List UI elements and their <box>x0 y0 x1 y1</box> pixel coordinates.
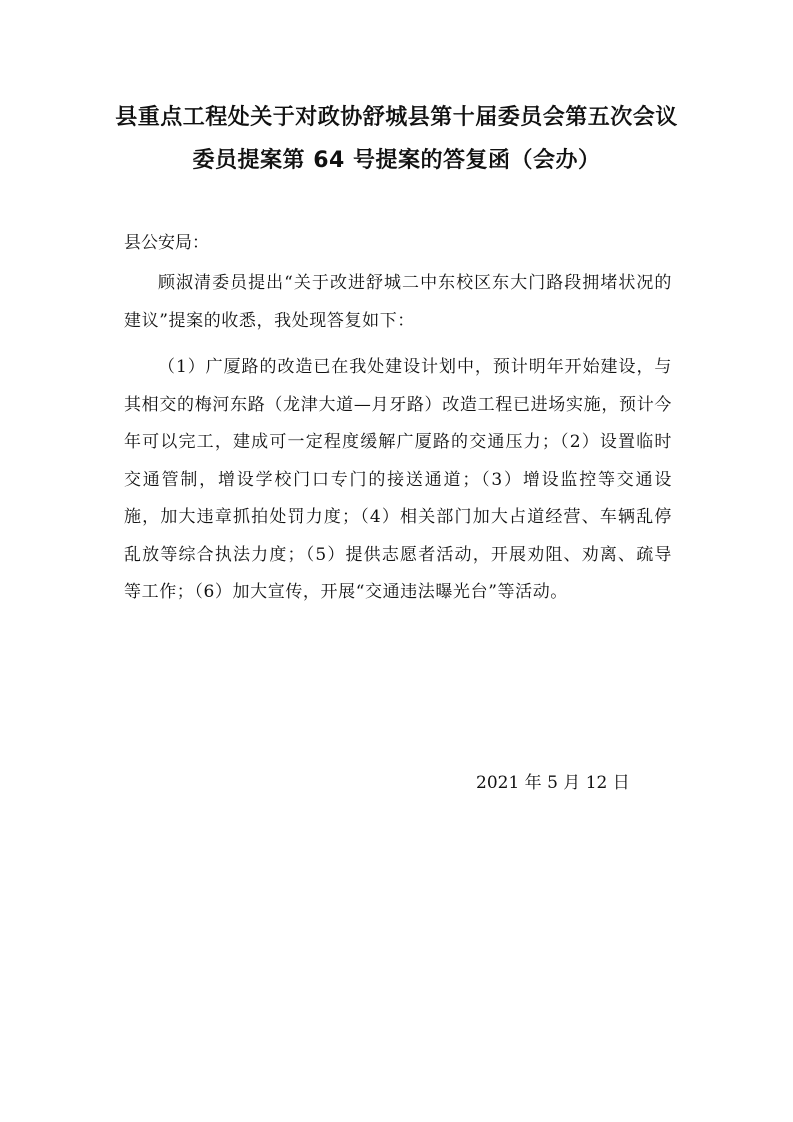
document-date: 2021 年 5 月 12 日 <box>476 773 630 793</box>
paragraph-intro: 顾淑清委员提出“关于改进舒城二中东校区东大门路段拥堵状况的建议”提案的收悉，我处现答复如下： <box>124 273 672 331</box>
document-title-line-2: 委员提案第 64 号提案的答复函（会办） <box>192 148 601 173</box>
paragraph-measures: （1）广厦路的改造已在我处建设计划中，预计明年开始建设，与其相交的梅河东路（龙津大道—月牙路）改造工程已进场实施，预计今年可以完工，建成可一定程度缓解广厦路的交通压力；（2）设置临时交通管制，增设学校门口专门的接送通道；（3）增设监控等交通设施，加大违章抓拍处罚力度；（4）相关部门加大占道经营、车辆乱停乱放等综合执法力度；（5）提供志愿者活动，开展劝阻、劝离、疏导等工作；（6）加大宣传，开展“交通违法曝光台”等活动。 <box>124 357 672 602</box>
document-title-line-1: 县重点工程处关于对政协舒城县第十届委员会第五次会议 <box>115 105 678 130</box>
salutation: 县公安局： <box>124 233 209 253</box>
